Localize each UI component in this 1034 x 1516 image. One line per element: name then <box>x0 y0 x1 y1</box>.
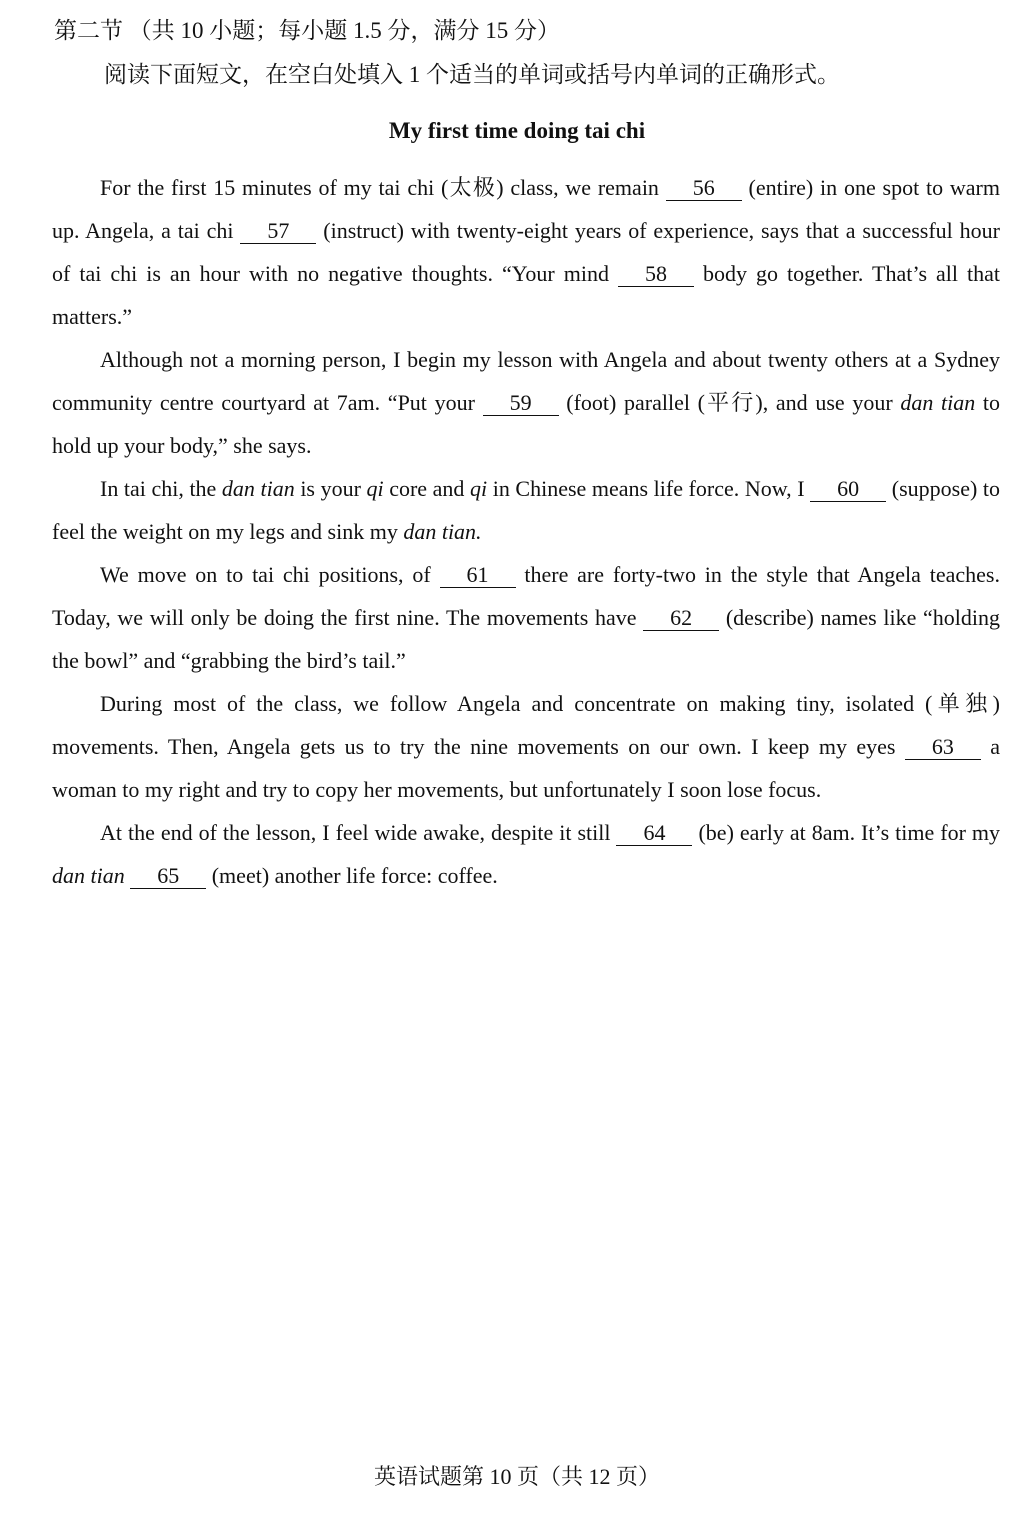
paragraph-1 <box>52 166 1000 338</box>
text-run: At the end of the lesson, I feel wide awake, despite it still <box>100 820 617 845</box>
italic-term: dan tian <box>52 863 125 888</box>
text-run: to hold up your body,” she says. <box>52 390 1000 458</box>
paragraph-5 <box>52 682 1000 811</box>
text-run: (suppose) to feel the weight on my legs and sink my <box>52 476 1000 544</box>
passage-title: My first time doing tai chi <box>388 118 646 143</box>
text-run: in Chinese means life force. Now, I <box>487 476 811 501</box>
italic-term: dan tian <box>900 390 976 415</box>
section-header: 第二节 （共 10 小题；每小题 1.5 分，满分 15 分） <box>54 18 560 43</box>
text-run: is your <box>294 476 367 501</box>
text-run: In tai chi, the <box>100 476 222 501</box>
paragraph-4 <box>52 553 1000 682</box>
blank-65: 65 <box>130 864 206 889</box>
text-run: there are forty-two in the style that Angela teaches. Today, we will only be doing the first nine. The movements have <box>52 562 1000 630</box>
text-run: We move on to tai chi positions, of <box>100 562 440 587</box>
italic-term: dan tian <box>221 476 295 501</box>
text-run: (instruct) with twenty-eight years of experience, says that a successful hour of tai chi is an hour with no negative thoughts. “Your mind <box>52 218 1000 286</box>
text-run: (be) early at 8am. It’s time for my <box>692 820 1001 845</box>
blank-56: 56 <box>666 176 742 201</box>
page-footer: 英语试题第 10 页（共 12 页） <box>373 1464 660 1489</box>
italic-term: qi <box>470 476 488 501</box>
text-run: (describe) names like “holding the bowl” and “grabbing the bird’s tail.” <box>52 605 1000 673</box>
blank-59: 59 <box>483 391 559 416</box>
blank-57: 57 <box>240 219 316 244</box>
text-run: core and <box>383 476 470 501</box>
text-run: For the first 15 minutes of my tai chi (太极) class, we remain <box>100 175 666 200</box>
text-run: body go together. That’s all that matters.” <box>52 261 1000 329</box>
blank-64: 64 <box>616 821 692 846</box>
blank-63: 63 <box>905 735 981 760</box>
italic-term: dan tian. <box>403 519 482 544</box>
paragraph-2 <box>52 338 1000 467</box>
text-run: (foot) parallel (平行), and use your <box>558 390 901 415</box>
blank-62: 62 <box>643 606 719 631</box>
text-run: a woman to my right and try to copy her movements, but unfortunately I soon lose focus. <box>52 734 1000 802</box>
text-run: Although not a morning person, I begin my lesson with Angela and about twenty others at a Sydney community centre courtyard at 7am. “Put your <box>52 347 1000 415</box>
paragraph-3 <box>52 467 1000 553</box>
text-run: (entire) in one spot to warm up. Angela, a tai chi <box>52 175 1000 243</box>
instructions: 阅读下面短文，在空白处填入 1 个适当的单词或括号内单词的正确形式。 <box>104 62 840 87</box>
italic-term: qi <box>366 476 384 501</box>
paragraph-6 <box>52 811 1000 897</box>
blank-60: 60 <box>810 477 886 502</box>
blank-58: 58 <box>618 262 694 287</box>
blank-61: 61 <box>440 563 516 588</box>
text-run: (meet) another life force: coffee. <box>206 863 498 888</box>
text-run: During most of the class, we follow Angela and concentrate on making tiny, isolated (单独) movements. Then, Angela gets us to try the nine movements on our own. I keep my eyes <box>52 691 1000 759</box>
passage <box>52 166 1000 897</box>
